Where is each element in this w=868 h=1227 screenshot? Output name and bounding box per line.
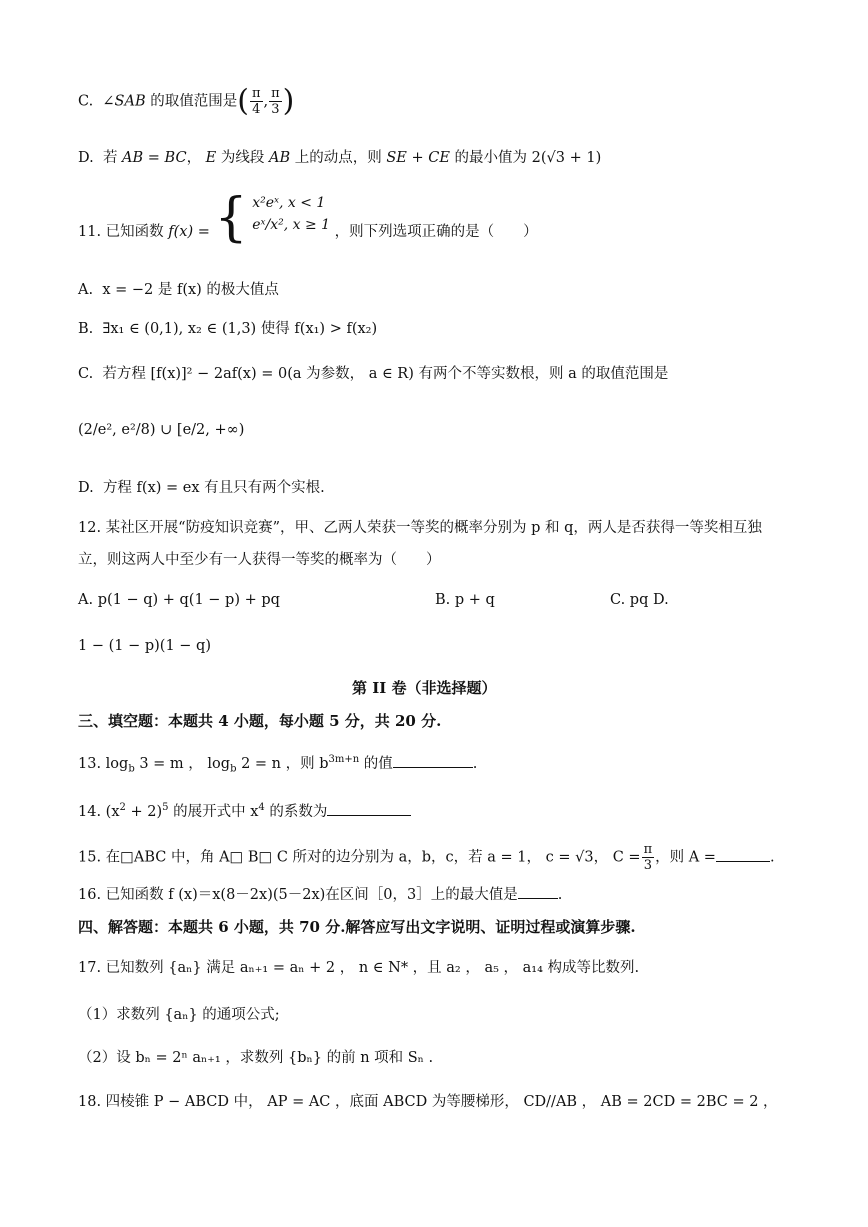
option-label: A.	[78, 282, 94, 298]
option-10d	[78, 148, 601, 168]
answer-blank[interactable]	[716, 847, 770, 862]
case-2: eˣ/x², x ≥ 1	[252, 217, 331, 233]
numerator: π	[643, 842, 653, 857]
question-text: 13. log	[78, 755, 129, 772]
section-4-heading: 四、解答题：本题共 6 小题，共 70 分.解答应写出文字说明、证明过程或演算步骤.	[78, 918, 636, 936]
answer-blank[interactable]	[327, 801, 411, 816]
option-label: C.	[78, 366, 94, 382]
option-11a	[78, 280, 279, 300]
question-text: + 2)	[125, 803, 163, 820]
superscript: 2	[119, 802, 126, 813]
option-text: ，	[186, 150, 202, 166]
section-3-heading: 三、填空题：本题共 4 小题，每小题 5 分，共 20 分.	[78, 712, 442, 730]
option-text: 1 − (1 − p)(1 − q)	[78, 638, 211, 654]
subscript: b	[230, 763, 237, 775]
question-18	[78, 1092, 778, 1112]
fraction-pi-3: $\frac{\pi}{3}$	[271, 86, 280, 117]
expression: SE + CE	[386, 150, 450, 166]
question-number: 11.	[78, 224, 102, 240]
punctuation: .	[557, 887, 563, 903]
answer-blank[interactable]	[518, 884, 558, 899]
question-text: 16. 已知函数 f (x)＝x(8－2x)(5－2x)在区间［0，3］上的最大值是	[78, 887, 518, 903]
question-14	[78, 798, 411, 822]
question-text: ，则下列选项正确的是（ ）	[334, 224, 538, 240]
option-11c-range	[78, 420, 244, 440]
option-text: 方程 f(x) = ex 有且只有两个实根.	[102, 480, 325, 496]
option-text: 上的动点，则	[294, 150, 382, 166]
question-12-line-2	[78, 550, 441, 570]
question-text: 15. 在□ABC 中，角 A□ B□ C 所对的边分别为 a，b，c，若 a = 1， c = √3， C =	[78, 849, 641, 866]
option-text: 的取值范围是	[150, 93, 238, 110]
angle-symbol: ∠SAB	[102, 93, 146, 110]
function-name: f(x) =	[168, 224, 210, 240]
option-11d	[78, 478, 325, 498]
option-text: x = −2 是 f(x) 的极大值点	[102, 282, 279, 298]
denominator: 3	[643, 858, 652, 873]
option-11b	[78, 319, 377, 339]
superscript: 5	[162, 802, 169, 813]
point-e: E	[205, 150, 217, 166]
question-17-part-1	[78, 1005, 280, 1025]
question-text: 3 = m ， log	[134, 755, 231, 772]
fraction-pi-4: $\frac{\pi}{4}$	[251, 86, 261, 117]
option-12c: C. pq D.	[610, 592, 669, 608]
range-expression: (2/e², e²/8) ∪ [e/2, +∞)	[78, 422, 245, 438]
question-text: 的系数为	[264, 803, 328, 820]
superscript: 3m+n	[328, 754, 360, 765]
question-16	[78, 884, 562, 905]
part-2-title: 第 II 卷（非选择题）	[352, 679, 497, 697]
subscript: b	[128, 763, 135, 775]
segment: AB	[268, 150, 291, 166]
question-15	[78, 842, 775, 873]
option-text: ∃x₁ ∈ (0,1), x₂ ∈ (1,3) 使得 f(x₁) > f(x₂)	[102, 321, 378, 337]
superscript: 4	[258, 802, 265, 813]
case-1: x²eˣ, x < 1	[252, 195, 326, 211]
option-text: 若方程 [f(x)]² − 2af(x) = 0(a 为参数， a ∈ R) 有两个不等实数根，则 a 的取值范围是	[102, 366, 669, 382]
option-text: 为线段	[220, 150, 265, 166]
question-text: 14. (x	[78, 803, 120, 820]
punctuation: .	[472, 755, 478, 772]
question-text: 18. 四棱锥 P − ABCD 中， AP = AC ，底面 ABCD 为等腰梯形， CD//AB ， AB = 2CD = 2BC = 2 ，	[78, 1094, 778, 1110]
question-text: （2）设 bₙ = 2ⁿ aₙ₊₁ ，求数列 {bₙ} 的前 n 项和 Sₙ .	[78, 1050, 434, 1066]
option-12d	[78, 636, 211, 656]
option-text: 的最小值为	[454, 150, 528, 166]
piecewise-cases	[252, 192, 330, 236]
question-text: 12. 某社区开展“防疫知识竞赛”，甲、乙两人荣获一等奖的概率分别为 p 和 q，两人是否获得一等奖相互独	[78, 520, 762, 536]
option-12a: A. p(1 − q) + q(1 − p) + pq	[78, 592, 280, 608]
option-12b: B. p + q	[435, 592, 495, 608]
question-text: （1）求数列 {aₙ} 的通项公式;	[78, 1007, 280, 1023]
option-text: 若	[102, 150, 118, 166]
option-label: C.	[78, 93, 94, 110]
question-12-line-1	[78, 518, 762, 538]
option-11c	[78, 364, 668, 384]
option-label: D.	[78, 480, 94, 496]
question-text: 17. 已知数列 {aₙ} 满足 aₙ₊₁ = aₙ + 2 ， n ∈ N* ，且 a₂ ， a₅ ， a₁₄ 构成等比数列.	[78, 960, 640, 976]
option-label: D.	[78, 150, 94, 166]
question-text: 的值	[359, 755, 393, 772]
question-17	[78, 958, 639, 978]
punctuation: .	[769, 849, 775, 866]
question-text: ，则 A =	[655, 849, 716, 866]
question-text: 2 = n ，则 b	[236, 755, 329, 772]
condition: AB = BC	[122, 150, 187, 166]
answer-blank[interactable]	[393, 753, 473, 768]
question-text: 立，则这两人中至少有一人获得一等奖的概率为（ ）	[78, 552, 441, 568]
fraction-pi-3	[642, 842, 655, 873]
question-text: 已知函数	[105, 224, 164, 240]
question-17-part-2	[78, 1048, 433, 1068]
question-11: 11. 已知函数 f(x) = { x²eˣ, x < 1 eˣ/x², x ≥ 1 ，则下列选项正确的是（ ）	[78, 188, 538, 248]
question-13	[78, 750, 477, 780]
min-value: 2(√3 + 1)	[531, 150, 602, 166]
option-label: B.	[78, 321, 94, 337]
question-text: 的展开式中 x	[168, 803, 259, 820]
option-10c: C. ∠SAB 的取值范围是( $\frac{\pi}{4}$ , $\frac{\pi}{3}$ )	[78, 83, 295, 119]
